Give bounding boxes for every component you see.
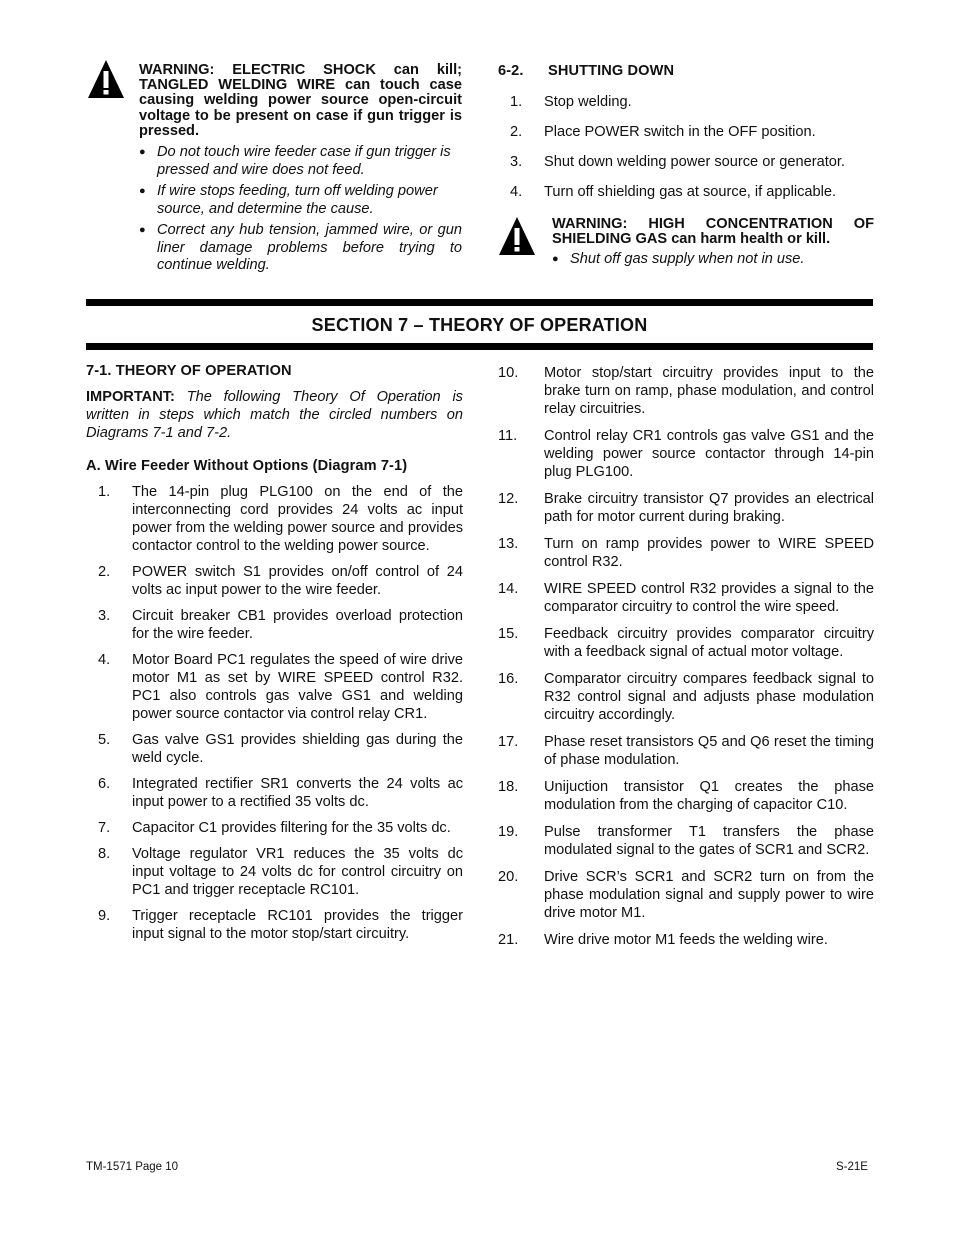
section-title: SECTION 7 – THEORY OF OPERATION — [311, 315, 648, 335]
item-text: Brake circuitry transistor Q7 provides an electrical path for motor current during braking. — [544, 491, 874, 525]
footer-doc-code: S-21E — [836, 1161, 868, 1173]
step-text: Shut down welding power source or generator. — [544, 154, 845, 170]
step-number: 1. — [510, 94, 523, 110]
item-number: 21. — [498, 932, 519, 948]
item-number: 13. — [498, 536, 519, 552]
item-number: 3. — [98, 608, 111, 624]
item-text: Drive SCR’s SCR1 and SCR2 turn on from the phase modulation signal and supply power to wire drive motor M1. — [544, 869, 874, 921]
item-text: Voltage regulator VR1 reduces the 35 volts dc input voltage to 24 volts dc for control circuitry on PC1 and trigger receptacle RC101. — [132, 846, 463, 898]
item-text: Control relay CR1 controls gas valve GS1 and the welding power source contactor through 14-pin plug PLG100. — [544, 428, 874, 480]
list-item — [86, 907, 463, 943]
list-item — [498, 535, 874, 571]
step-number: 3. — [510, 154, 523, 170]
list-item — [498, 931, 874, 949]
item-number: 19. — [498, 824, 519, 840]
list-item — [86, 483, 463, 555]
item-number: 2. — [98, 564, 111, 580]
item-number: 1. — [98, 484, 111, 500]
step-text: Turn off shielding gas at source, if applicable. — [544, 184, 837, 200]
step-number: 2. — [510, 124, 523, 140]
item-number: 4. — [98, 652, 111, 668]
list-item — [498, 427, 874, 481]
list-item — [498, 580, 874, 616]
shutting-down-steps — [498, 93, 878, 201]
warning-bullet: ● If wire stops feeding, turn off welding power source, and determine the cause. — [139, 183, 462, 218]
list-item — [86, 775, 463, 811]
item-number: 11. — [498, 428, 518, 444]
item-number: 6. — [98, 776, 111, 792]
section-top-rule — [86, 299, 873, 306]
section-bottom-rule — [86, 343, 873, 350]
important-label: IMPORTANT: — [86, 389, 175, 405]
item-number: 14. — [498, 581, 519, 597]
item-text: WIRE SPEED control R32 provides a signal to the comparator circuitry to control the wire speed. — [544, 581, 874, 615]
item-number: 18. — [498, 779, 519, 795]
theory-left-list — [86, 483, 463, 943]
gas-warning-bullet: ● Shut off gas supply when not in use. — [552, 251, 890, 269]
list-item — [86, 563, 463, 599]
warning-triangle-icon — [86, 58, 126, 100]
list-item — [86, 731, 463, 767]
item-number: 12. — [498, 491, 519, 507]
step-number: 4. — [510, 184, 523, 200]
important-text: The following Theory Of Operation is written in steps which match the circled numbers on Diagrams 7-1 and 7-2. — [86, 389, 463, 441]
item-text: Comparator circuitry compares feedback signal to R32 control signal and adjusts phase modulation circuitry accordingly. — [544, 671, 874, 723]
shutting-down-heading: SHUTTING DOWN — [548, 63, 675, 79]
list-item — [498, 670, 874, 724]
list-item — [498, 778, 874, 814]
item-number: 7. — [98, 820, 111, 836]
item-number: 16. — [498, 671, 519, 687]
step-text: Place POWER switch in the OFF position. — [544, 124, 816, 140]
list-item — [498, 490, 874, 526]
item-text: Pulse transformer T1 transfers the phase modulated signal to the gates of SCR1 and SCR2. — [544, 824, 874, 858]
item-text: Phase reset transistors Q5 and Q6 reset the timing of phase modulation. — [544, 734, 874, 768]
warning-triangle-icon — [497, 215, 537, 257]
item-text: Feedback circuitry provides comparator circuitry with a feedback signal of actual motor voltage. — [544, 626, 874, 660]
important-note — [86, 388, 463, 442]
list-item — [498, 364, 874, 418]
electric-shock-warning-bullets — [139, 144, 462, 275]
list-item — [86, 819, 463, 837]
step-text: Stop welding. — [544, 94, 632, 110]
warning-bullet: ● Correct any hub tension, jammed wire, or gun liner damage problems before trying to continue welding. — [139, 222, 462, 275]
item-number: 8. — [98, 846, 111, 862]
list-item — [498, 868, 874, 922]
item-number: 15. — [498, 626, 519, 642]
item-text: Motor stop/start circuitry provides input to the brake turn on ramp, phase modulation, and control relay circuitries. — [544, 365, 874, 417]
shutting-down-number: 6-2. — [498, 63, 524, 79]
list-item — [498, 823, 874, 859]
list-item — [498, 153, 878, 171]
electric-shock-warning-title: WARNING: ELECTRIC SHOCK can kill; TANGLED WELDING WIRE can touch case causing welding power source open-circuit voltage to be present on case if gun trigger is pressed. — [139, 62, 462, 139]
item-text: Trigger receptacle RC101 provides the trigger input signal to the motor stop/start circuitry. — [132, 908, 463, 942]
item-number: 17. — [498, 734, 519, 750]
warning-bullet: ● Do not touch wire feeder case if gun trigger is pressed and wire does not feed. — [139, 144, 462, 179]
item-number: 20. — [498, 869, 519, 885]
list-item — [498, 625, 874, 661]
item-text: Motor Board PC1 regulates the speed of wire drive motor M1 as set by WIRE SPEED control R32. PC1 also controls gas valve GS1 and welding power source contactor via control relay CR1. — [132, 652, 463, 722]
item-number: 10. — [498, 365, 519, 381]
item-text: Integrated rectifier SR1 converts the 24 volts ac input power to a rectified 35 volts dc. — [132, 776, 463, 810]
theory-heading: 7-1. THEORY OF OPERATION — [86, 363, 292, 379]
list-item — [86, 845, 463, 899]
item-text: Wire drive motor M1 feeds the welding wire. — [544, 932, 828, 948]
item-number: 5. — [98, 732, 111, 748]
list-item — [86, 607, 463, 643]
list-item — [86, 651, 463, 723]
gas-warning-title: WARNING: HIGH CONCENTRATION OF SHIELDING GAS can harm health or kill. — [552, 216, 874, 248]
list-item — [498, 183, 878, 201]
list-item — [498, 93, 878, 111]
item-text: Circuit breaker CB1 provides overload protection for the wire feeder. — [132, 608, 463, 642]
list-item — [498, 123, 878, 141]
theory-right-list — [498, 364, 874, 949]
item-text: Turn on ramp provides power to WIRE SPEED control R32. — [544, 536, 874, 570]
item-text: Unijuction transistor Q1 creates the phase modulation from the charging of capacitor C10. — [544, 779, 874, 813]
item-text: Gas valve GS1 provides shielding gas during the weld cycle. — [132, 732, 463, 766]
footer-page-label: TM-1571 Page 10 — [86, 1161, 179, 1173]
subsection-heading: A. Wire Feeder Without Options (Diagram 7-1) — [86, 458, 408, 474]
item-number: 9. — [98, 908, 111, 924]
item-text: POWER switch S1 provides on/off control of 24 volts ac input power to the wire feeder. — [132, 564, 463, 598]
item-text: The 14-pin plug PLG100 on the end of the interconnecting cord provides 24 volts ac input power from the welding power source and provides contactor control to the welding power source. — [132, 484, 463, 554]
list-item — [498, 733, 874, 769]
item-text: Capacitor C1 provides filtering for the 35 volts dc. — [132, 820, 451, 836]
